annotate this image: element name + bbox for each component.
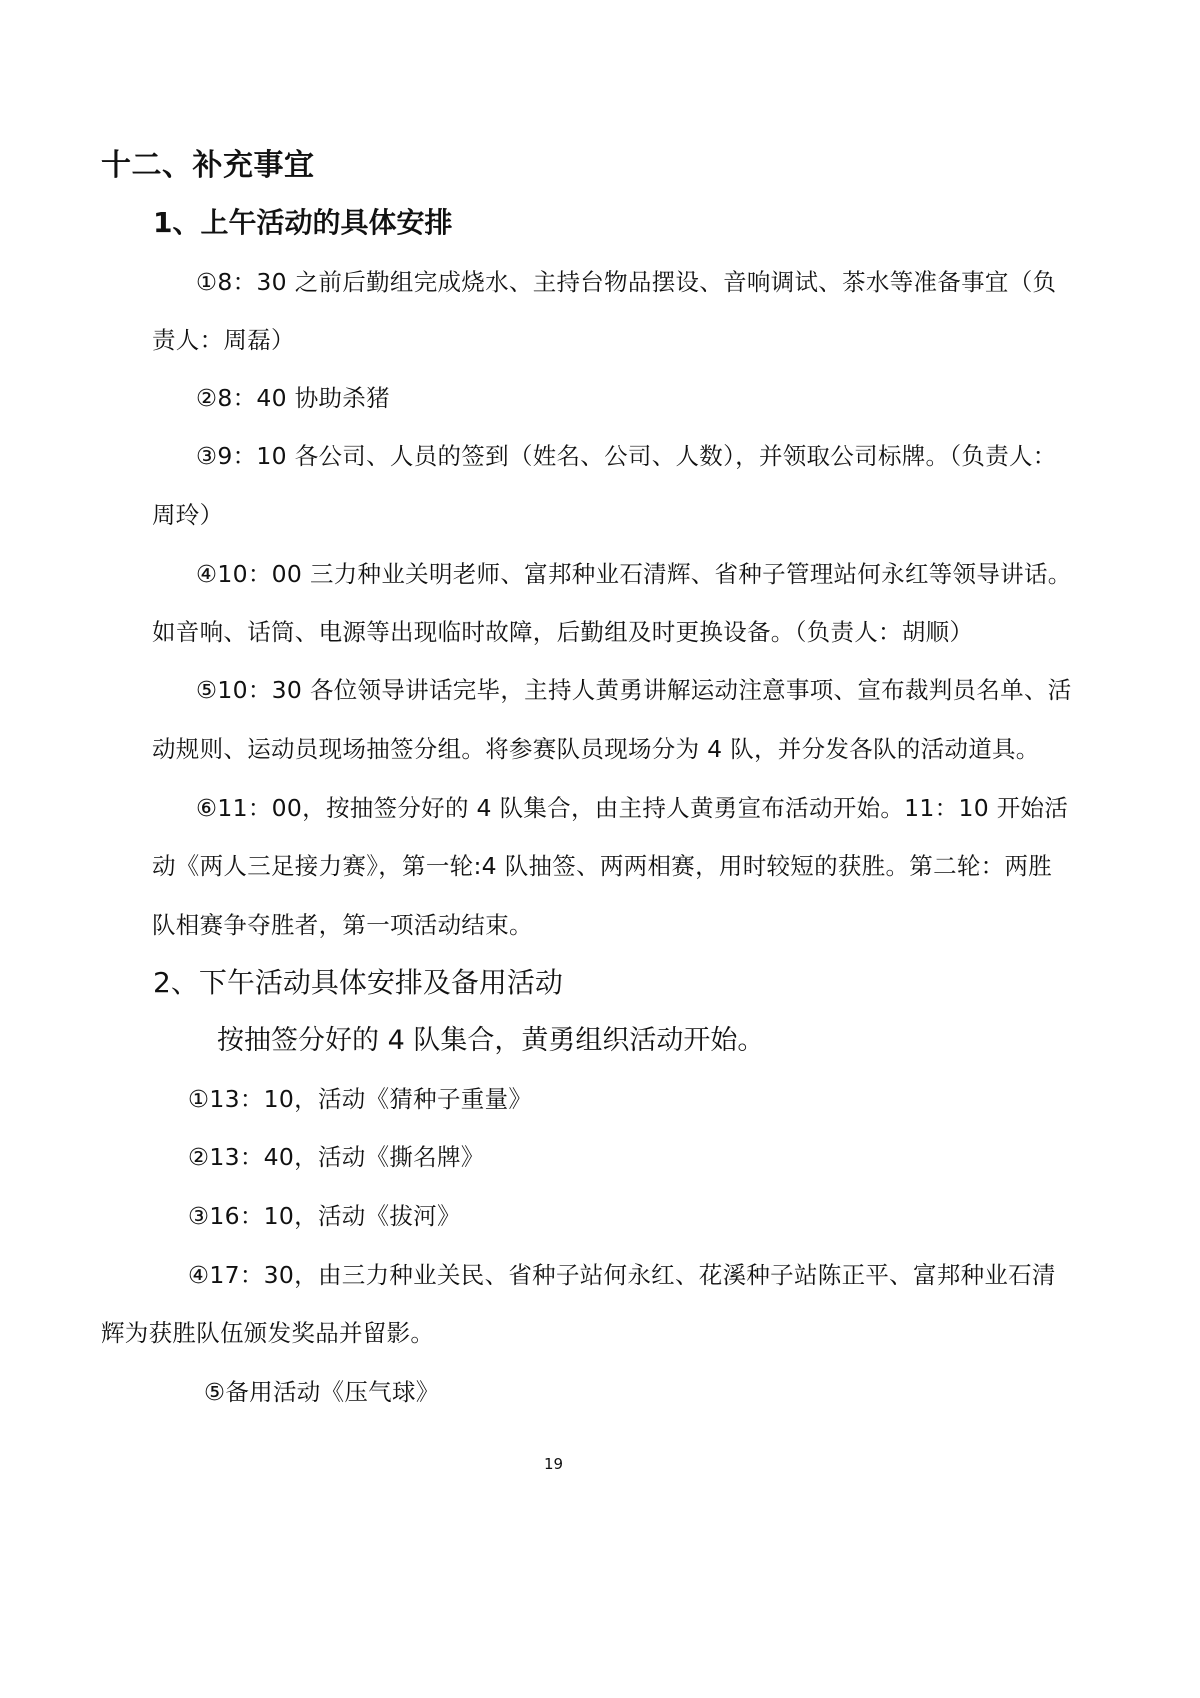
afternoon-item-2: ②13：40，活动《撕名牌》 bbox=[188, 1143, 485, 1171]
afternoon-intro: 按抽签分好的 4 队集合，黄勇组织活动开始。 bbox=[217, 1025, 765, 1056]
afternoon-item-1: ①13：10，活动《猜种子重量》 bbox=[188, 1085, 533, 1113]
morning-item-2: ②8：40 协助杀猪 bbox=[196, 384, 390, 412]
morning-item-6-line-2: 动《两人三足接力赛》，第一轮:4 队抽签、两两相赛，用时较短的获胜。第二轮：两胜 bbox=[152, 852, 1053, 880]
morning-item-1-line-1: ①8：30 之前后勤组完成烧水、主持台物品摆设、音响调试、茶水等准备事宜（负 bbox=[196, 268, 1057, 296]
morning-item-5-line-1: ⑤10：30 各位领导讲话完毕，主持人黄勇讲解运动注意事项、宣布裁判员名单、活 bbox=[196, 676, 1072, 704]
morning-item-3-line-1: ③9：10 各公司、人员的签到（姓名、公司、人数），并领取公司标牌。（负责人： bbox=[196, 442, 1057, 470]
morning-item-1-line-2: 责人：周磊） bbox=[152, 326, 295, 354]
section-heading: 十二、补充事宜 bbox=[101, 148, 315, 183]
afternoon-item-3: ③16：10，活动《拔河》 bbox=[188, 1202, 461, 1230]
afternoon-item-4-line-1: ④17：30，由三力种业关民、省种子站何永红、花溪种子站陈正平、富邦种业石清 bbox=[188, 1261, 1056, 1289]
page-number: 19 bbox=[544, 1455, 564, 1473]
morning-item-4-line-2: 如音响、话筒、电源等出现临时故障，后勤组及时更换设备。（负责人：胡顺） bbox=[152, 618, 974, 646]
subsection-heading-afternoon: 2、下午活动具体安排及备用活动 bbox=[153, 966, 563, 999]
morning-item-4-line-1: ④10：00 三力种业关明老师、富邦种业石清辉、省种子管理站何永红等领导讲话。 bbox=[196, 560, 1072, 588]
subsection-heading-morning: 1、上午活动的具体安排 bbox=[153, 206, 453, 239]
morning-item-5-line-2: 动规则、运动员现场抽签分组。将参赛队员现场分为 4 队，并分发各队的活动道具。 bbox=[152, 735, 1040, 763]
morning-item-6-line-1: ⑥11：00，按抽签分好的 4 队集合，由主持人黄勇宣布活动开始。11：10 开始活 bbox=[196, 794, 1069, 822]
morning-item-6-line-3: 队相赛争夺胜者，第一项活动结束。 bbox=[152, 911, 533, 939]
morning-item-3-line-2: 周玲） bbox=[152, 501, 224, 529]
afternoon-item-5: ⑤备用活动《压气球》 bbox=[204, 1378, 440, 1406]
afternoon-item-4-line-2: 辉为获胜队伍颁发奖品并留影。 bbox=[101, 1319, 435, 1347]
